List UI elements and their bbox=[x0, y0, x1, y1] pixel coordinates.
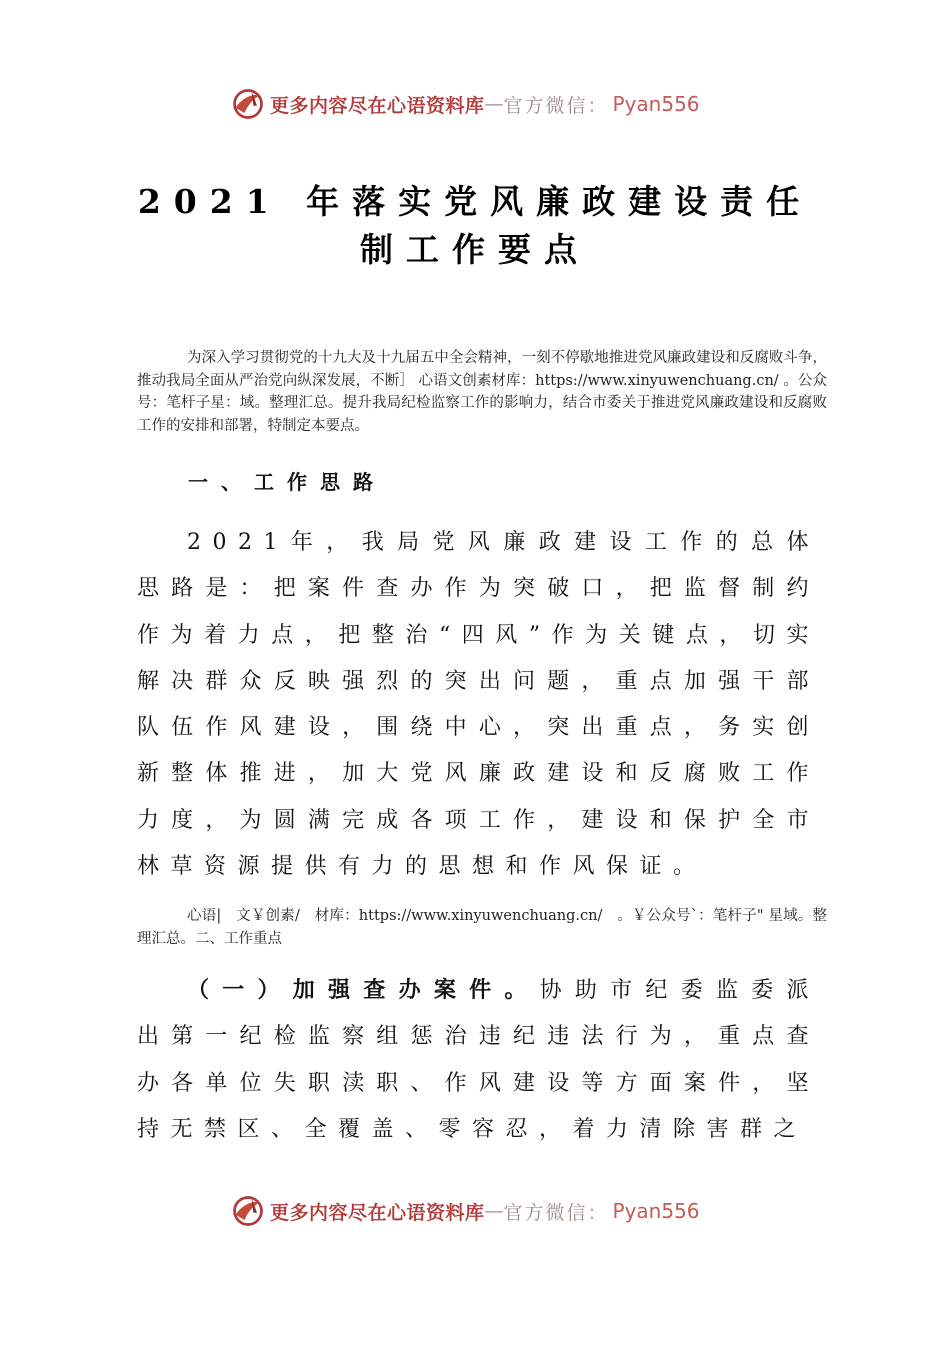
banner-dash: — bbox=[484, 93, 504, 115]
banner-wechat-label: 官方微信： bbox=[503, 94, 609, 117]
document-title-line2: 制工作要点 bbox=[360, 230, 590, 269]
banner-dash: — bbox=[484, 1200, 504, 1222]
banner-main-text: 更多内容尽在心语资料库 bbox=[270, 1201, 485, 1224]
case-investigation-lead: （一）加强查办案件。 bbox=[187, 978, 540, 1003]
watermark-note-text: 心语| 文￥创素/ 材库：https://www.xinyuwenchuang.cn/ 。￥公众号`：笔杆子" 星域。整理汇总。二、工作重点 bbox=[137, 908, 827, 947]
header-watermark-banner bbox=[230, 86, 700, 122]
intro-text: 为深入学习贯彻党的十九大及十九届五中全会精神，一刻不停歇地推进党风廉政建设和反腐败斗争，推动我局全面从严治党向纵深发展，不断］ 心语文创素材库：https://www.xinyuwenchuang.cn/ 。公众号：笔杆子星：域。整理汇总。提升我局纪检监察工作的影响力，结合市委关于推进党风廉政建设和反腐败工作的安排和部署，特制定本要点。 bbox=[137, 350, 827, 434]
footer-watermark-banner bbox=[230, 1193, 700, 1229]
work-idea-paragraph bbox=[137, 520, 820, 890]
banner-wechat-id: Pyan556 bbox=[612, 92, 700, 116]
banner-wechat-label: 官方微信： bbox=[503, 1201, 609, 1224]
document-title-line1: 2021 年落实党风廉政建设责任 bbox=[137, 182, 813, 221]
case-investigation-body: 协助市纪委监委派出第一纪检监察组惩治违纪违法行为，重点查办各单位失职渎职、作风建设等方面案件，坚持无禁区、全覆盖、零容忍，着力清除害群之 bbox=[137, 978, 820, 1142]
ink-brush-logo-icon bbox=[230, 1193, 266, 1229]
banner-wechat-id: Pyan556 bbox=[612, 1199, 700, 1223]
banner-main-text: 更多内容尽在心语资料库 bbox=[270, 94, 485, 117]
ink-brush-logo-icon bbox=[230, 86, 266, 122]
intro-paragraph bbox=[137, 347, 827, 437]
watermark-note-paragraph bbox=[137, 905, 827, 950]
case-investigation-text bbox=[137, 968, 820, 1153]
work-idea-text: 2021年，我局党风廉政建设工作的总体思路是：把案件查办作为突破口，把监督制约作为着力点，把整治“四风”作为关键点，切实解决群众反映强烈的突出问题，重点加强干部队伍作风建设，围绕中心，突出重点，务实创新整体推进，加大党风廉政建设和反腐败工作力度，为圆满完成各项工作，建设和保护全市林草资源提供有力的思想和作风保证。 bbox=[137, 530, 820, 880]
case-investigation-paragraph bbox=[137, 968, 820, 1153]
section-heading-work-idea: 一、工作思路 bbox=[188, 470, 386, 494]
